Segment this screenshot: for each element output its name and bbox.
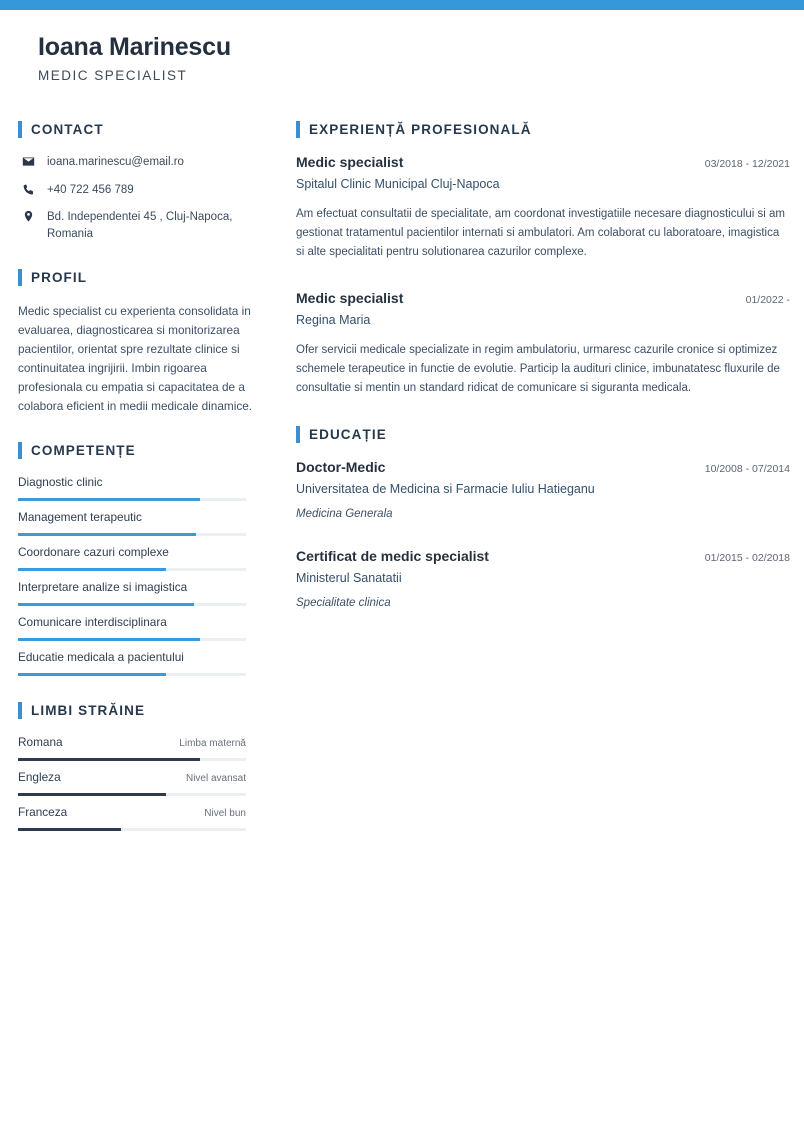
contact-item-email[interactable]	[18, 154, 262, 171]
education-heading	[296, 426, 790, 443]
language-bar-fill	[18, 793, 166, 796]
education-entry-header	[296, 548, 790, 564]
skill-bar-track	[18, 533, 246, 536]
language-level-text: Limba maternă	[179, 738, 246, 750]
experience-organization: Regina Maria	[296, 312, 371, 327]
contact-section-title: CONTACT	[31, 122, 104, 137]
language-bar-fill	[18, 758, 200, 761]
contact-email-value: ioana.marinescu@email.ro	[47, 156, 184, 168]
languages-section-title: LIMBI STRĂINE	[31, 703, 146, 719]
resume-header	[0, 10, 804, 83]
experience-organization: Spitalul Clinic Municipal Cluj-Napoca	[296, 177, 500, 191]
education-section	[296, 426, 790, 609]
location-pin-icon	[21, 209, 36, 223]
skill-bar-track	[18, 568, 246, 571]
language-bar-track	[18, 828, 246, 831]
skill-label: Coordonare cazuri complexe	[18, 545, 169, 560]
skill-label: Interpretare analize si imagistica	[18, 580, 188, 595]
skill-bar-fill	[18, 533, 196, 536]
skill-label: Diagnostic clinic	[18, 475, 103, 490]
experience-role: Medic specialist	[296, 154, 404, 170]
skill-bar-fill	[18, 603, 194, 606]
candidate-job-title: MEDIC SPECIALIST	[38, 68, 188, 83]
education-section-title: EDUCAȚIE	[309, 426, 387, 442]
profile-summary-text: Medic specialist cu experienta consolidata in evaluarea, diagnosticarea si monitorizarea pacientilor, orientat spre rezultate clinice si continuitatea ingrijirii. Imbin rigoarea profesionala cu empatia si capacitatea de a colabora eficient in medii medicale dinamice.	[18, 303, 253, 414]
skill-bar-track	[18, 603, 246, 606]
education-institution: Universitatea de Medicina si Farmacie Iuliu Hatieganu	[296, 481, 595, 496]
skill-label: Educatie medicala a pacientului	[18, 650, 184, 665]
language-bar-fill	[18, 828, 121, 831]
language-name: Engleza	[18, 770, 61, 785]
contact-heading	[18, 121, 262, 138]
language-level-text: Nivel bun	[204, 808, 246, 820]
experience-role: Medic specialist	[296, 289, 404, 306]
languages-section	[18, 702, 262, 831]
skill-item	[18, 615, 262, 641]
accent-mark-icon	[18, 442, 22, 459]
experience-entry-header	[296, 154, 790, 170]
skill-bar-track	[18, 498, 246, 501]
skill-bar-fill	[18, 638, 200, 641]
skill-bar-track	[18, 638, 246, 641]
experience-description: Am efectuat consultatii de specialitate, am coordonat investigatiile necesare diagnosticului si am gestionat tratamentul pacientilor internati si ambulatori. Am colaborat cu laboratoare, imagistica si alte specialitati pentru solutionarea cazurilor complexe.	[296, 208, 786, 258]
experience-date: 01/2022 -	[745, 293, 790, 306]
profile-section-title: PROFIL	[31, 269, 88, 285]
contact-section	[18, 121, 262, 243]
experience-heading	[296, 121, 790, 138]
education-institution: Ministerul Sanatatii	[296, 570, 402, 585]
skill-item	[18, 475, 262, 501]
experience-entry	[296, 290, 790, 398]
accent-mark-icon	[296, 426, 300, 443]
accent-mark-icon	[18, 121, 22, 138]
language-bar-track	[18, 793, 246, 796]
accent-mark-icon	[18, 702, 22, 719]
language-row	[18, 770, 246, 784]
experience-date: 03/2018 - 12/2021	[704, 158, 790, 170]
skill-item	[18, 580, 262, 606]
language-bar-track	[18, 758, 246, 761]
skills-section	[18, 442, 262, 676]
language-item	[18, 735, 262, 761]
skills-list	[18, 475, 262, 676]
skill-bar-fill	[18, 673, 166, 676]
education-degree: Doctor-Medic	[296, 458, 386, 475]
experience-section-title: EXPERIENȚĂ PROFESIONALĂ	[309, 122, 532, 137]
skill-item	[18, 545, 262, 571]
education-entry-header	[296, 459, 790, 475]
accent-mark-icon	[296, 121, 300, 138]
experience-section	[296, 121, 790, 398]
contact-address-value: Bd. Independentei 45 , Cluj-Napoca, Romania	[47, 211, 233, 241]
contact-item-address[interactable]	[18, 209, 262, 242]
skills-heading	[18, 442, 262, 459]
experience-description: Ofer servicii medicale specializate in regim ambulatoriu, urmaresc cazurile cronice si optimizez schemele terapeutice in functie de evolutie. Particip la audituri clinice, imbunatatesc fluxurile de consultatie si mentin un standard ridicat de comunicare si siguranta medicala.	[296, 343, 780, 394]
education-note: Medicina Generala	[296, 507, 393, 520]
skill-item	[18, 650, 262, 676]
contact-list	[18, 154, 262, 243]
language-name: Franceza	[18, 805, 68, 820]
skill-label: Comunicare interdisciplinara	[18, 615, 167, 630]
skill-bar-fill	[18, 568, 166, 571]
language-name: Romana	[18, 735, 63, 750]
experience-entry	[296, 154, 790, 262]
skill-bar-fill	[18, 498, 200, 501]
skill-label: Management terapeutic	[18, 510, 142, 525]
languages-heading	[18, 702, 262, 719]
language-row	[18, 805, 246, 819]
experience-entry-header	[296, 290, 790, 306]
contact-phone-value: +40 722 456 789	[47, 183, 134, 196]
contact-item-phone[interactable]	[18, 182, 262, 199]
language-item	[18, 770, 262, 796]
profile-heading	[18, 269, 262, 286]
top-accent-bar	[0, 0, 804, 10]
candidate-name: Ioana Marinescu	[38, 33, 231, 61]
language-item	[18, 805, 262, 831]
skills-section-title: COMPETENȚE	[31, 443, 136, 459]
skill-bar-track	[18, 673, 246, 676]
profile-section	[18, 269, 262, 417]
envelope-icon	[21, 154, 36, 168]
resume-body	[0, 83, 804, 857]
language-row	[18, 735, 246, 749]
skill-item	[18, 510, 262, 536]
languages-list	[18, 735, 262, 831]
accent-mark-icon	[18, 269, 22, 286]
education-note: Specialitate clinica	[296, 596, 391, 609]
main-column	[262, 121, 804, 637]
education-entry	[296, 548, 790, 609]
phone-icon	[21, 182, 36, 196]
sidebar-column	[0, 121, 262, 857]
education-date: 01/2015 - 02/2018	[704, 551, 790, 564]
education-entry	[296, 459, 790, 520]
education-date: 10/2008 - 07/2014	[704, 462, 790, 475]
education-degree: Certificat de medic specialist	[296, 547, 489, 564]
language-level-text: Nivel avansat	[185, 773, 246, 785]
